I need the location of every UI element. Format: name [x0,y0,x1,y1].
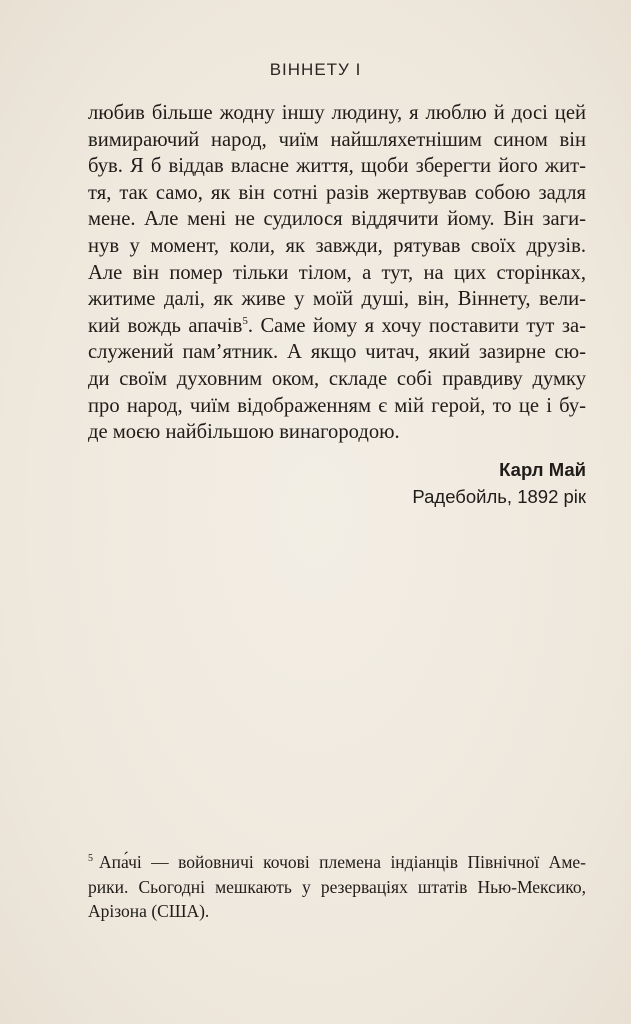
text-line: де моєю найбільшою винагородою. [88,421,400,444]
text-line-with-footnote [88,313,586,340]
footnote-text: Апа́чі — войовничі кочові племена індіанців Північної Аме- [99,852,586,872]
place-date: Радебойль, 1892 рік [412,486,586,507]
text-line: служений пам’ятник. А якщо читач, який зазирне сю- [88,341,586,364]
text-line: житиме далі, як живе у моїй душі, він, Віннету, вели- [88,288,586,311]
text-line: вимираючий народ, чиїм найшляхетнішим сином він [88,128,586,151]
text-line: про народ, чиїм відображенням є мій герой, то це і бу- [88,394,586,417]
footnote [88,850,586,924]
running-title: ВІННЕТУ І [269,60,362,79]
footnote-line: Арізона (США). [88,901,210,921]
text-line: ди своїм духовним оком, складе собі правдиву думку [88,367,586,390]
text-line: був. Я б віддав власне життя, щоби зберегти його жит- [88,155,586,178]
footnote-reference: 5 [242,314,248,327]
main-text [88,100,586,446]
footnote-marker: 5 [88,853,93,865]
text-line: нув у момент, коли, як завжди, рятував своїх друзів. [88,234,586,257]
text-line: любив більше жодну іншу людину, я люблю й досі цей [88,102,586,124]
text-line: Але він помер тільки тілом, а тут, на цих сторінках, [88,261,586,284]
text-line: тя, так само, як він сотні разів жертвував собою задля [88,181,586,204]
text-segment: кий вождь апачів [88,314,243,337]
signature-block [412,456,586,510]
author-name: Карл Май [499,459,586,480]
footnote-line: рики. Сьогодні мешкають у резерваціях штатів Нью-Мексико, [88,876,586,897]
footnote-line [88,850,586,875]
text-segment: . Саме йому я хочу поставити тут за- [247,314,586,337]
text-line: мене. Але мені не судилося віддячити йому. Він заги- [88,208,586,231]
